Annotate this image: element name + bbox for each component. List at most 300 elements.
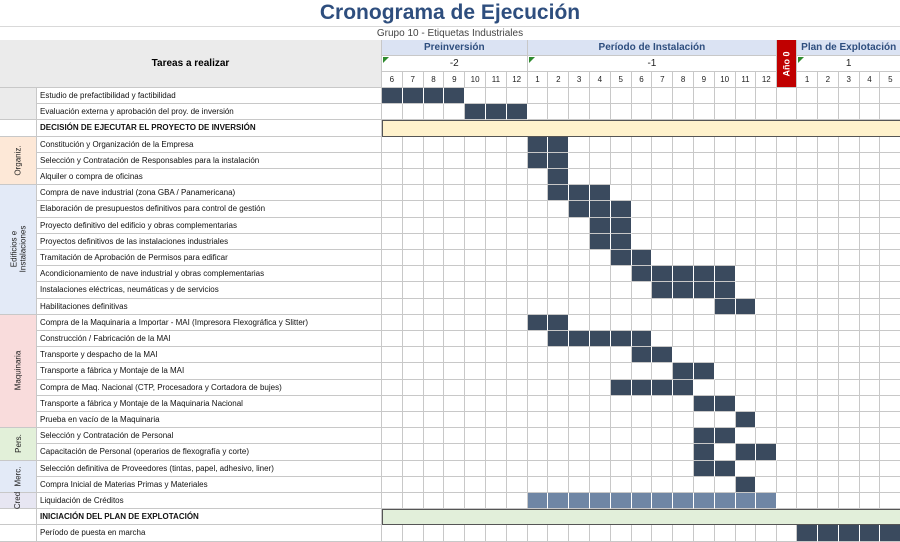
- grid-cell: [548, 266, 569, 282]
- grid-cell: [818, 88, 839, 104]
- grid-cell: [424, 250, 445, 266]
- grid-cell: [880, 347, 900, 363]
- grid-cell: [860, 444, 881, 460]
- grid-cell: [632, 88, 653, 104]
- grid-cell: [382, 218, 403, 234]
- grid-cell: [632, 282, 653, 298]
- grid-cell: [403, 428, 424, 444]
- gantt-bar: [590, 331, 611, 347]
- grid-cell: [797, 201, 818, 217]
- grid-cell: [694, 137, 715, 153]
- task-label: Alquiler o compra de oficinas: [37, 169, 382, 185]
- grid-cell: [403, 153, 424, 169]
- grid-cell: [839, 299, 860, 315]
- grid-cell: [548, 396, 569, 412]
- grid-cell: [632, 477, 653, 493]
- grid-cell: [507, 461, 528, 477]
- gantt-bar: [444, 88, 465, 104]
- phase-header-1: Período de Instalación: [528, 40, 778, 56]
- grid-cell: [444, 444, 465, 460]
- grid-cell: [880, 282, 900, 298]
- grid-cell: [548, 88, 569, 104]
- task-label: Proyecto definitivo del edificio y obras complementarias: [37, 218, 382, 234]
- grid-cell: [424, 525, 445, 541]
- grid-cell: [507, 201, 528, 217]
- grid-cell: [818, 282, 839, 298]
- grid-cell: [756, 363, 777, 379]
- gantt-bar: [673, 380, 694, 396]
- grid-cell: [818, 331, 839, 347]
- group-label-text: Edificios e Instalaciones: [9, 226, 28, 273]
- grid-cell: [839, 347, 860, 363]
- grid-cell: [528, 185, 549, 201]
- grid-cell: [507, 493, 528, 509]
- grid-cell: [569, 444, 590, 460]
- grid-cell: [860, 234, 881, 250]
- grid-cell: [880, 185, 900, 201]
- grid-cell: [424, 169, 445, 185]
- grid-cell: [880, 250, 900, 266]
- grid-cell: [382, 331, 403, 347]
- grid-cell: [548, 412, 569, 428]
- grid-cell: [777, 380, 797, 396]
- grid-cell: [611, 88, 632, 104]
- grid-cell: [673, 234, 694, 250]
- phase-header-3: Plan de Explotación: [797, 40, 900, 56]
- grid-cell: [756, 477, 777, 493]
- gantt-bar: [528, 137, 549, 153]
- grid-cell: [528, 282, 549, 298]
- grid-cell: [797, 477, 818, 493]
- grid-cell: [797, 331, 818, 347]
- grid-cell: [403, 396, 424, 412]
- grid-cell: [736, 104, 757, 120]
- task-label: Habilitaciones definitivas: [37, 299, 382, 315]
- grid-cell: [590, 477, 611, 493]
- grid-cell: [632, 412, 653, 428]
- grid-cell: [797, 461, 818, 477]
- grid-cell: [507, 444, 528, 460]
- grid-cell: [424, 396, 445, 412]
- grid-cell: [694, 250, 715, 266]
- month-number: 5: [611, 72, 632, 88]
- grid-cell: [403, 493, 424, 509]
- task-label: Proyectos definitivos de las instalaciones industriales: [37, 234, 382, 250]
- month-number: 7: [652, 72, 673, 88]
- grid-cell: [839, 137, 860, 153]
- grid-cell: [528, 331, 549, 347]
- grid-cell: [548, 477, 569, 493]
- grid-cell: [715, 153, 736, 169]
- grid-cell: [424, 201, 445, 217]
- grid-cell: [403, 266, 424, 282]
- grid-cell: [507, 234, 528, 250]
- grid-cell: [444, 331, 465, 347]
- grid-cell: [880, 104, 900, 120]
- grid-cell: [839, 169, 860, 185]
- grid-cell: [382, 525, 403, 541]
- grid-cell: [673, 477, 694, 493]
- grid-cell: [382, 185, 403, 201]
- task-label: Compra de nave industrial (zona GBA / Panamericana): [37, 185, 382, 201]
- grid-cell: [652, 169, 673, 185]
- grid-cell: [507, 153, 528, 169]
- grid-cell: [507, 218, 528, 234]
- grid-cell: [736, 137, 757, 153]
- grid-cell: [569, 266, 590, 282]
- grid-cell: [403, 461, 424, 477]
- grid-cell: [548, 525, 569, 541]
- grid-cell: [528, 396, 549, 412]
- grid-cell: [860, 218, 881, 234]
- gantt-bar: [694, 396, 715, 412]
- grid-cell: [694, 153, 715, 169]
- grid-cell: [403, 444, 424, 460]
- gantt-bar: [715, 299, 736, 315]
- group-label-text: Merc.: [13, 466, 23, 487]
- grid-cell: [715, 250, 736, 266]
- grid-cell: [424, 428, 445, 444]
- grid-cell: [444, 282, 465, 298]
- grid-cell: [652, 428, 673, 444]
- month-number: 3: [569, 72, 590, 88]
- grid-cell: [528, 428, 549, 444]
- grid-cell: [528, 461, 549, 477]
- gantt-bar: [590, 201, 611, 217]
- grid-cell: [756, 380, 777, 396]
- phase-year-0: -2: [382, 56, 528, 72]
- grid-cell: [507, 347, 528, 363]
- grid-cell: [590, 104, 611, 120]
- grid-cell: [507, 363, 528, 379]
- grid-cell: [860, 363, 881, 379]
- grid-cell: [777, 396, 797, 412]
- grid-cell: [590, 137, 611, 153]
- grid-cell: [818, 396, 839, 412]
- grid-cell: [652, 412, 673, 428]
- grid-cell: [569, 88, 590, 104]
- grid-cell: [569, 137, 590, 153]
- grid-cell: [465, 412, 486, 428]
- grid-cell: [403, 347, 424, 363]
- gantt-bar: [528, 315, 549, 331]
- grid-cell: [611, 299, 632, 315]
- grid-cell: [839, 185, 860, 201]
- grid-cell: [756, 137, 777, 153]
- grid-cell: [818, 363, 839, 379]
- grid-cell: [632, 299, 653, 315]
- grid-cell: [444, 266, 465, 282]
- gantt-bar: [694, 461, 715, 477]
- grid-cell: [818, 234, 839, 250]
- grid-cell: [777, 266, 797, 282]
- grid-cell: [632, 525, 653, 541]
- grid-cell: [444, 363, 465, 379]
- grid-cell: [797, 493, 818, 509]
- grid-cell: [839, 412, 860, 428]
- grid-cell: [486, 234, 507, 250]
- grid-cell: [611, 461, 632, 477]
- grid-cell: [444, 185, 465, 201]
- grid-cell: [507, 396, 528, 412]
- grid-cell: [382, 444, 403, 460]
- grid-cell: [839, 153, 860, 169]
- grid-cell: [797, 363, 818, 379]
- grid-cell: [652, 104, 673, 120]
- grid-cell: [880, 428, 900, 444]
- grid-cell: [756, 525, 777, 541]
- gantt-bar: [673, 493, 694, 509]
- grid-cell: [465, 299, 486, 315]
- grid-cell: [424, 153, 445, 169]
- grid-cell: [652, 234, 673, 250]
- gantt-bar: [611, 201, 632, 217]
- month-number: 6: [382, 72, 403, 88]
- month-number: 9: [444, 72, 465, 88]
- grid-cell: [673, 396, 694, 412]
- grid-cell: [880, 234, 900, 250]
- grid-cell: [486, 250, 507, 266]
- grid-cell: [673, 347, 694, 363]
- grid-cell: [839, 428, 860, 444]
- grid-cell: [777, 363, 797, 379]
- grid-cell: [797, 282, 818, 298]
- gantt-bar: [736, 299, 757, 315]
- group-label: [0, 509, 37, 525]
- grid-cell: [818, 444, 839, 460]
- grid-cell: [528, 299, 549, 315]
- grid-cell: [465, 396, 486, 412]
- grid-cell: [590, 169, 611, 185]
- grid-cell: [424, 104, 445, 120]
- grid-cell: [880, 153, 900, 169]
- grid-cell: [673, 104, 694, 120]
- grid-cell: [797, 396, 818, 412]
- grid-cell: [403, 234, 424, 250]
- grid-cell: [860, 185, 881, 201]
- grid-cell: [382, 315, 403, 331]
- grid-cell: [424, 493, 445, 509]
- grid-cell: [715, 444, 736, 460]
- grid-cell: [797, 137, 818, 153]
- grid-cell: [548, 347, 569, 363]
- comment-marker-icon: [798, 57, 804, 63]
- grid-cell: [673, 88, 694, 104]
- grid-cell: [403, 104, 424, 120]
- gantt-bar: [694, 444, 715, 460]
- grid-cell: [736, 201, 757, 217]
- grid-cell: [777, 185, 797, 201]
- grid-cell: [652, 137, 673, 153]
- grid-cell: [797, 169, 818, 185]
- task-label: Transporte y despacho de la MAI: [37, 347, 382, 363]
- grid-cell: [797, 88, 818, 104]
- task-label: Estudio de prefactibilidad y factibilidad: [37, 88, 382, 104]
- grid-cell: [444, 396, 465, 412]
- grid-cell: [673, 444, 694, 460]
- grid-cell: [403, 201, 424, 217]
- group-label-text: Maquinaria: [13, 351, 23, 391]
- grid-cell: [818, 428, 839, 444]
- grid-cell: [756, 331, 777, 347]
- page-subtitle: Grupo 10 - Etiquetas Industriales: [0, 26, 900, 41]
- grid-cell: [548, 104, 569, 120]
- gantt-bar: [694, 266, 715, 282]
- grid-cell: [652, 299, 673, 315]
- grid-cell: [818, 493, 839, 509]
- grid-cell: [756, 428, 777, 444]
- grid-cell: [797, 266, 818, 282]
- grid-cell: [465, 137, 486, 153]
- grid-cell: [756, 315, 777, 331]
- grid-cell: [715, 169, 736, 185]
- grid-cell: [694, 201, 715, 217]
- grid-cell: [818, 412, 839, 428]
- grid-cell: [756, 347, 777, 363]
- grid-cell: [382, 380, 403, 396]
- phase-year-3: 1: [797, 56, 900, 72]
- grid-cell: [652, 396, 673, 412]
- grid-cell: [632, 234, 653, 250]
- grid-cell: [403, 525, 424, 541]
- grid-cell: [548, 363, 569, 379]
- grid-cell: [507, 525, 528, 541]
- task-label: Compra de la Maquinaria a Importar - MAI (Impresora Flexográfica y Slitter): [37, 315, 382, 331]
- grid-cell: [777, 218, 797, 234]
- grid-cell: [860, 380, 881, 396]
- gantt-bar: [632, 493, 653, 509]
- grid-cell: [486, 461, 507, 477]
- grid-cell: [715, 331, 736, 347]
- grid-cell: [465, 250, 486, 266]
- grid-cell: [839, 380, 860, 396]
- grid-cell: [569, 282, 590, 298]
- grid-cell: [818, 153, 839, 169]
- grid-cell: [756, 461, 777, 477]
- grid-cell: [632, 428, 653, 444]
- grid-cell: [382, 104, 403, 120]
- gantt-bar: [736, 493, 757, 509]
- grid-cell: [777, 153, 797, 169]
- grid-cell: [611, 153, 632, 169]
- grid-cell: [818, 380, 839, 396]
- gantt-bar: [548, 493, 569, 509]
- grid-cell: [424, 461, 445, 477]
- grid-cell: [632, 169, 653, 185]
- grid-cell: [382, 234, 403, 250]
- grid-cell: [839, 282, 860, 298]
- grid-cell: [860, 250, 881, 266]
- gantt-bar: [632, 380, 653, 396]
- year-zero-label: Año 0: [781, 50, 792, 77]
- month-number: 8: [673, 72, 694, 88]
- tasks-header: Tareas a realizar: [0, 40, 382, 88]
- grid-cell: [465, 331, 486, 347]
- grid-cell: [548, 282, 569, 298]
- grid-cell: [569, 412, 590, 428]
- grid-cell: [382, 299, 403, 315]
- month-number: 11: [486, 72, 507, 88]
- grid-cell: [465, 88, 486, 104]
- grid-cell: [756, 218, 777, 234]
- grid-cell: [382, 493, 403, 509]
- grid-cell: [590, 282, 611, 298]
- month-number: 11: [736, 72, 757, 88]
- grid-cell: [444, 218, 465, 234]
- gantt-bar: [465, 104, 486, 120]
- grid-cell: [715, 347, 736, 363]
- grid-cell: [424, 185, 445, 201]
- grid-cell: [632, 315, 653, 331]
- month-number: 5: [880, 72, 900, 88]
- grid-cell: [818, 169, 839, 185]
- grid-cell: [382, 477, 403, 493]
- year-zero-marker: [777, 40, 797, 88]
- gantt-bar: [694, 493, 715, 509]
- grid-cell: [486, 169, 507, 185]
- grid-cell: [486, 299, 507, 315]
- grid-cell: [797, 185, 818, 201]
- grid-cell: [652, 315, 673, 331]
- grid-cell: [403, 477, 424, 493]
- grid-cell: [465, 185, 486, 201]
- grid-cell: [382, 250, 403, 266]
- gantt-bar: [590, 185, 611, 201]
- grid-cell: [528, 525, 549, 541]
- task-label: Capacitación de Personal (operarios de flexografía y corte): [37, 444, 382, 460]
- phase-year-1: -1: [528, 56, 778, 72]
- grid-cell: [756, 282, 777, 298]
- grid-cell: [632, 104, 653, 120]
- grid-cell: [465, 363, 486, 379]
- grid-cell: [756, 396, 777, 412]
- grid-cell: [736, 88, 757, 104]
- grid-cell: [839, 266, 860, 282]
- grid-cell: [736, 282, 757, 298]
- grid-cell: [839, 88, 860, 104]
- grid-cell: [569, 428, 590, 444]
- grid-cell: [424, 137, 445, 153]
- month-number: 1: [528, 72, 549, 88]
- grid-cell: [756, 250, 777, 266]
- grid-cell: [880, 461, 900, 477]
- grid-cell: [444, 201, 465, 217]
- grid-cell: [465, 266, 486, 282]
- grid-cell: [465, 347, 486, 363]
- grid-cell: [465, 282, 486, 298]
- task-label: Evaluación externa y aprobación del proy. de inversión: [37, 104, 382, 120]
- grid-cell: [528, 380, 549, 396]
- comment-marker-icon: [383, 57, 389, 63]
- grid-cell: [860, 315, 881, 331]
- grid-cell: [632, 137, 653, 153]
- grid-cell: [715, 412, 736, 428]
- grid-cell: [569, 461, 590, 477]
- grid-cell: [486, 201, 507, 217]
- gantt-bar: [548, 169, 569, 185]
- grid-cell: [465, 380, 486, 396]
- gantt-bar: [507, 104, 528, 120]
- task-label: Tramitación de Aprobación de Permisos para edificar: [37, 250, 382, 266]
- page-title: Cronograma de Ejecución: [319, 1, 581, 24]
- grid-cell: [590, 412, 611, 428]
- grid-cell: [548, 461, 569, 477]
- grid-cell: [528, 104, 549, 120]
- grid-cell: [797, 250, 818, 266]
- group-label: [0, 315, 37, 428]
- grid-cell: [777, 444, 797, 460]
- grid-cell: [507, 428, 528, 444]
